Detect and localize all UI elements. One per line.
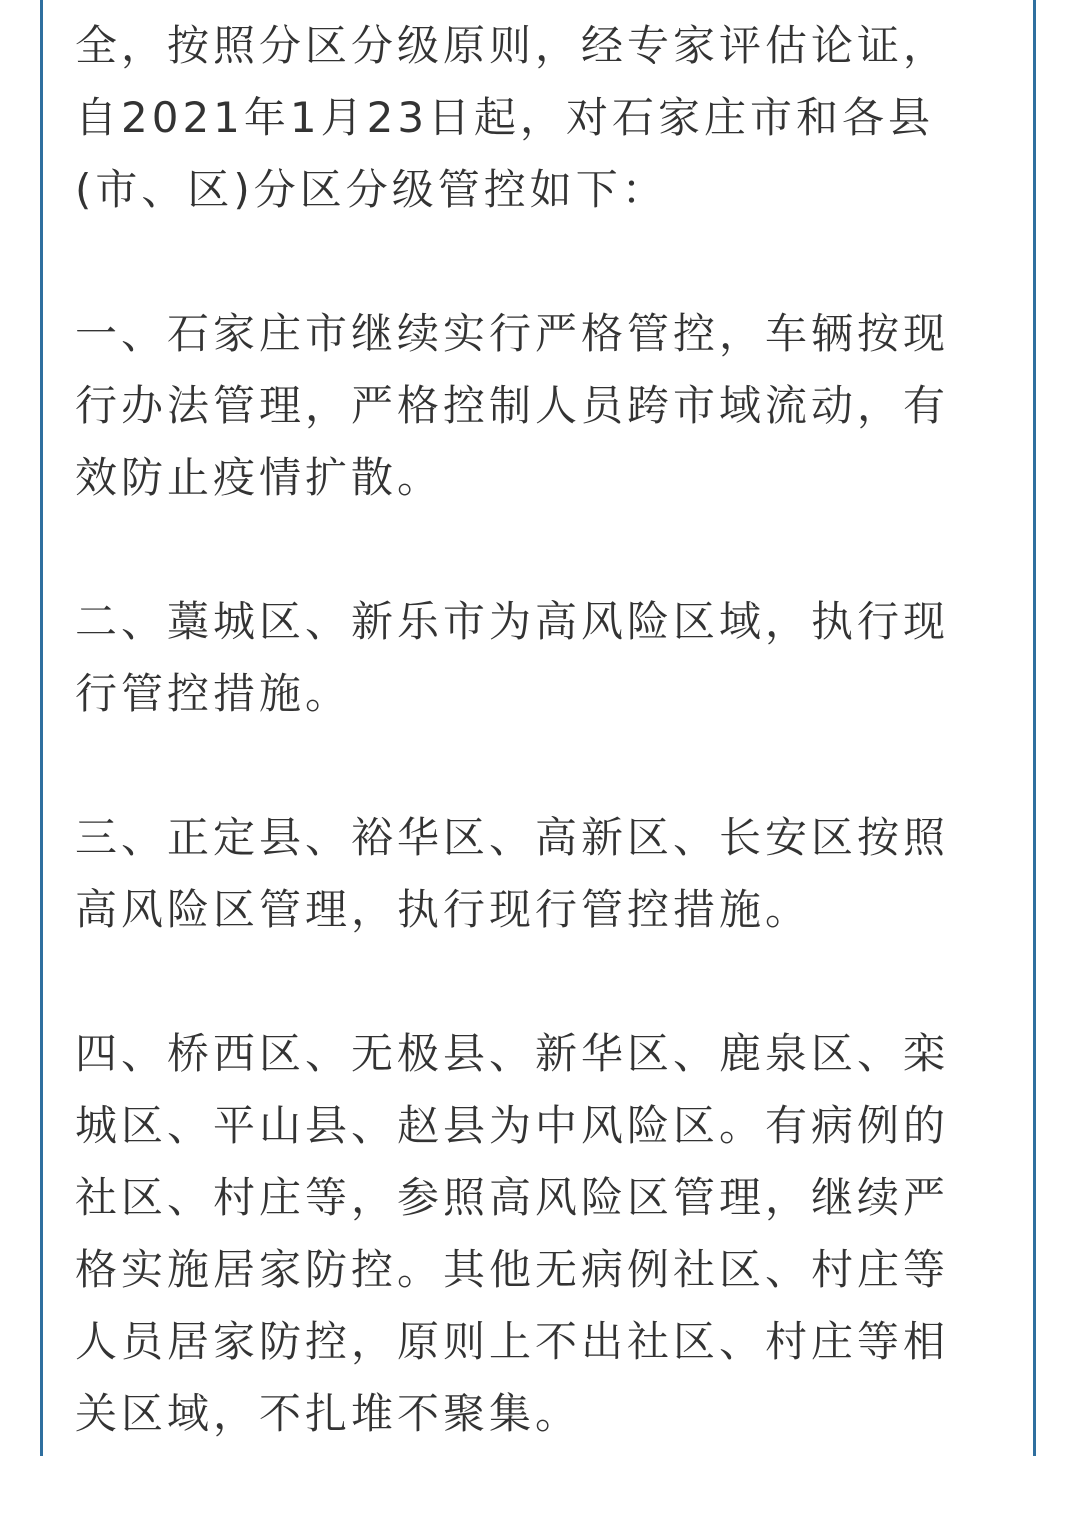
text-line: 高风险区管理，执行现行管控措施。 [75, 885, 812, 934]
text-line: 四、桥西区、无极县、新华区、鹿泉区、栾 [75, 1029, 950, 1078]
text-line: 自2021年1月23日起，对石家庄市和各县 [75, 93, 935, 142]
paragraph-item-4 [75, 1018, 1010, 1450]
text-line: 城区、平山县、赵县为中风险区。有病例的 [75, 1101, 950, 1150]
text-line: 三、正定县、裕华区、高新区、长安区按照 [75, 813, 950, 862]
text-line: (市、区)分区分级管控如下： [75, 165, 668, 214]
text-line: 全，按照分区分级原则，经专家评估论证， [75, 21, 950, 70]
paragraph-item-1 [75, 298, 1010, 514]
paragraph-item-2 [75, 586, 1010, 730]
text-line: 社区、村庄等，参照高风险区管理，继续严 [75, 1173, 950, 1222]
paragraph-item-3 [75, 802, 1010, 946]
text-line: 效防止疫情扩散。 [75, 453, 444, 502]
text-line: 格实施居家防控。其他无病例社区、村庄等 [75, 1245, 950, 1294]
text-line: 行管控措施。 [75, 669, 352, 718]
text-line: 关区域，不扎堆不聚集。 [75, 1389, 582, 1438]
text-line: 行办法管理，严格控制人员跨市域流动，有 [75, 381, 950, 430]
text-line: 二、藁城区、新乐市为高风险区域，执行现 [75, 597, 950, 646]
article-body [75, 10, 1010, 1522]
paragraph-intro [75, 10, 1010, 226]
text-line: 一、石家庄市继续实行严格管控，车辆按现 [75, 309, 950, 358]
text-line: 人员居家防控，原则上不出社区、村庄等相 [75, 1317, 950, 1366]
